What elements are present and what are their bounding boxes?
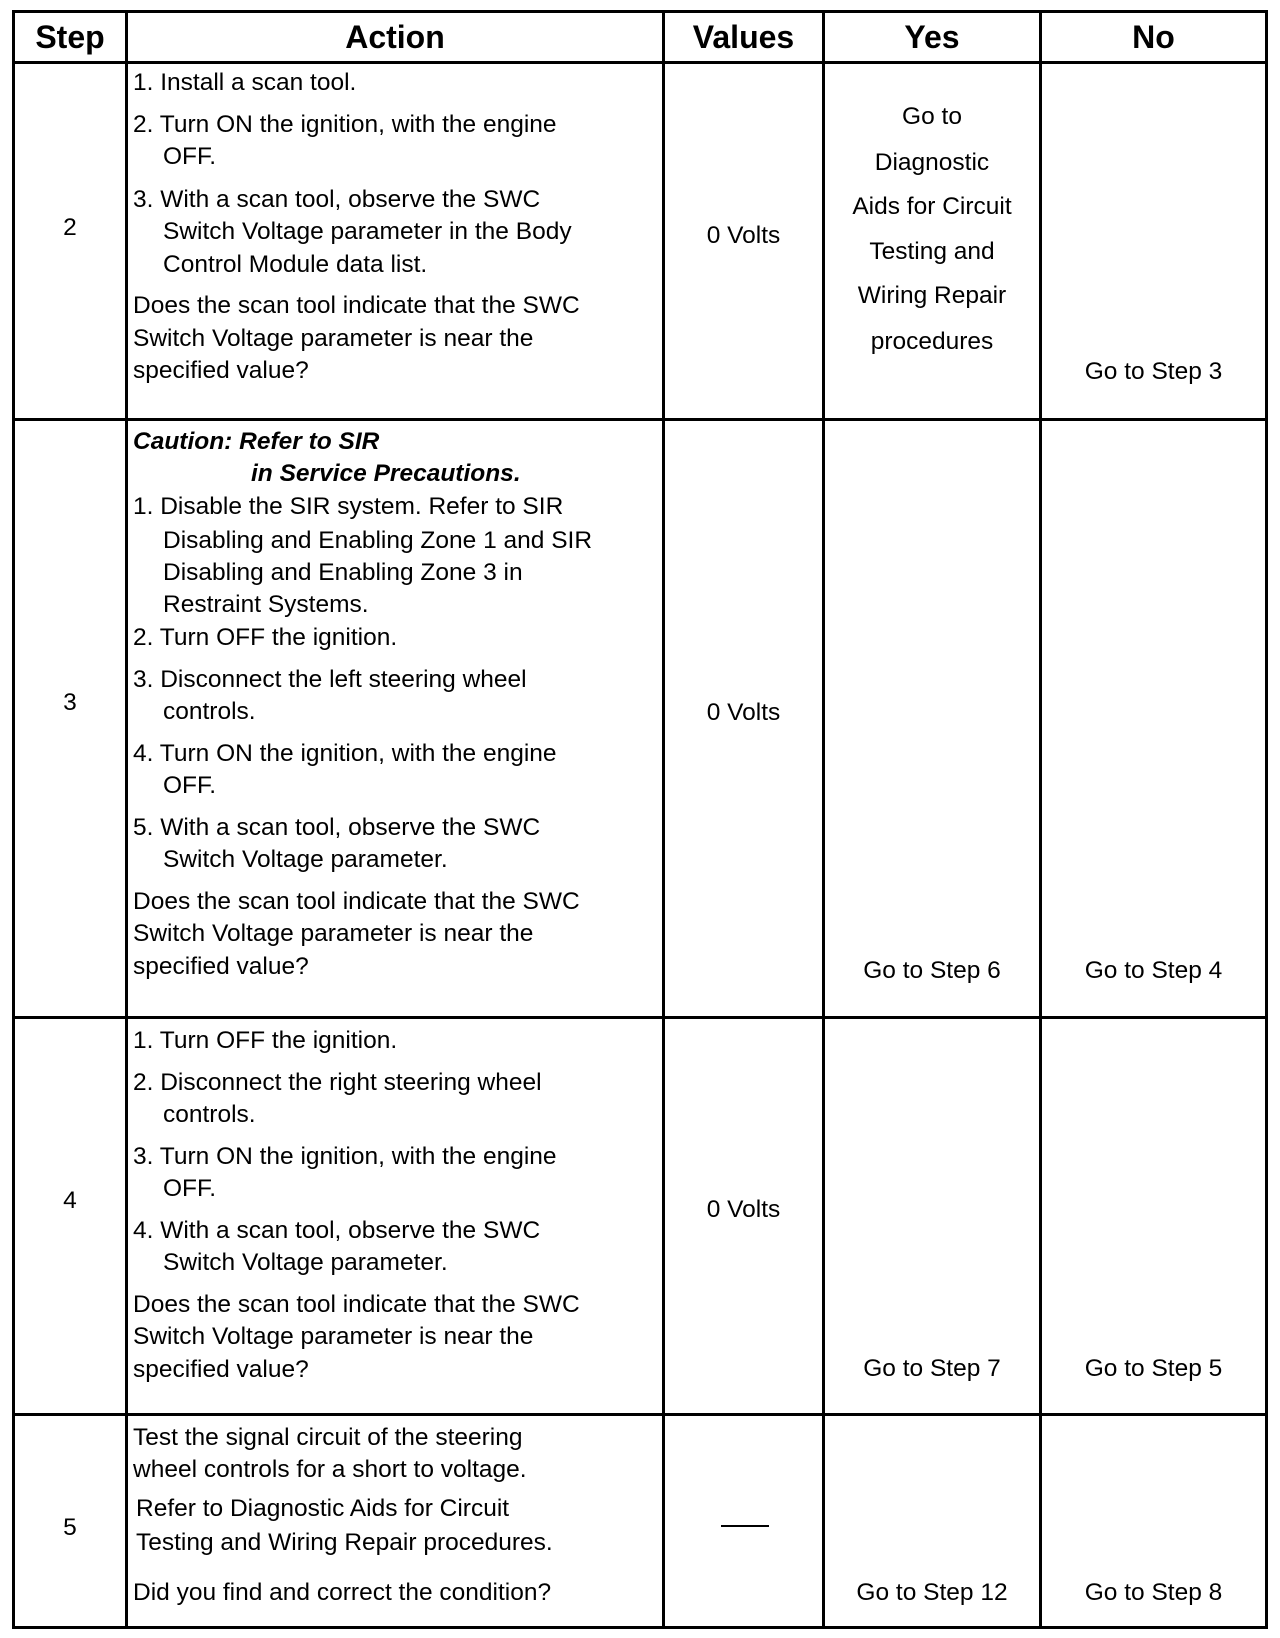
action-line: Switch Voltage parameter is near the <box>133 1323 534 1350</box>
row-divider <box>15 418 1265 421</box>
action-line: Restraint Systems. <box>163 591 369 618</box>
action-line: Did you find and correct the condition? <box>133 1579 552 1606</box>
action-line: 4. With a scan tool, observe the SWC <box>133 1217 541 1244</box>
action-line: Switch Voltage parameter in the Body <box>163 218 572 245</box>
yes-cell: Go to Step 6 <box>863 957 1001 984</box>
value-cell: 0 Volts <box>706 699 781 726</box>
column-divider <box>1039 13 1042 1626</box>
yes-cell-line: Testing and <box>869 238 995 265</box>
action-line: controls. <box>163 1101 256 1128</box>
step-number: 3 <box>63 689 77 716</box>
action-line: OFF. <box>163 772 217 799</box>
yes-cell-line: Wiring Repair <box>857 282 1007 309</box>
column-divider <box>125 13 128 1626</box>
no-cell: Go to Step 8 <box>1084 1579 1223 1606</box>
value-cell: 0 Volts <box>706 1196 781 1223</box>
action-line: 3. Turn ON the ignition, with the engine <box>133 1143 557 1170</box>
header-no: No <box>1132 19 1175 55</box>
action-line: 2. Disconnect the right steering wheel <box>133 1069 542 1096</box>
action-line: Testing and Wiring Repair procedures. <box>136 1529 553 1556</box>
action-line: wheel controls for a short to voltage. <box>133 1456 527 1483</box>
yes-cell-line: procedures <box>870 328 994 355</box>
action-line: 1. Install a scan tool. <box>133 69 357 96</box>
action-line: Disabling and Enabling Zone 3 in <box>163 559 523 586</box>
action-line: Switch Voltage parameter is near the <box>133 920 534 947</box>
step-number: 2 <box>63 214 77 241</box>
action-line: 3. With a scan tool, observe the SWC <box>133 186 541 213</box>
no-cell: Go to Step 3 <box>1084 358 1223 385</box>
caution-line: in Service Precautions. <box>251 460 521 487</box>
header-values: Values <box>692 19 795 55</box>
yes-cell-line: Diagnostic <box>874 149 990 176</box>
action-line: Switch Voltage parameter. <box>163 1249 448 1276</box>
action-line: Does the scan tool indicate that the SWC <box>133 888 580 915</box>
row-divider <box>15 1413 1265 1416</box>
action-line: Does the scan tool indicate that the SWC <box>133 292 580 319</box>
no-cell: Go to Step 4 <box>1084 957 1223 984</box>
value-cell: 0 Volts <box>706 222 781 249</box>
yes-cell: Go to Step 7 <box>863 1355 1001 1382</box>
action-line: Does the scan tool indicate that the SWC <box>133 1291 580 1318</box>
diagnostic-table <box>12 10 1268 1629</box>
action-line: specified value? <box>133 1356 309 1383</box>
step-number: 5 <box>63 1514 77 1541</box>
action-line: 2. Turn OFF the ignition. <box>133 624 398 651</box>
action-line: Switch Voltage parameter is near the <box>133 325 534 352</box>
action-line: 4. Turn ON the ignition, with the engine <box>133 740 557 767</box>
row-divider <box>15 1016 1265 1019</box>
step-number: 4 <box>63 1187 77 1214</box>
header-step: Step <box>35 19 105 55</box>
action-line: 5. With a scan tool, observe the SWC <box>133 814 541 841</box>
action-line: 2. Turn ON the ignition, with the engine <box>133 111 557 138</box>
yes-cell-line: Aids for Circuit <box>852 193 1012 220</box>
action-line: 1. Disable the SIR system. Refer to SIR <box>133 493 564 520</box>
no-cell: Go to Step 5 <box>1084 1355 1223 1382</box>
yes-cell: Go to Step 12 <box>856 1579 1008 1606</box>
action-line: controls. <box>163 698 256 725</box>
action-line: specified value? <box>133 357 309 384</box>
action-line: Disabling and Enabling Zone 1 and SIR <box>163 527 593 554</box>
action-line: specified value? <box>133 953 309 980</box>
value-dash <box>721 1525 769 1527</box>
action-line: Refer to Diagnostic Aids for Circuit <box>136 1495 510 1522</box>
column-divider <box>662 13 665 1626</box>
yes-cell-line: Go to <box>902 103 962 130</box>
header-action: Action <box>345 19 445 55</box>
row-divider <box>15 61 1265 64</box>
action-line: OFF. <box>163 143 217 170</box>
action-line: OFF. <box>163 1175 217 1202</box>
caution-line: Caution: Refer to SIR <box>133 428 380 455</box>
action-line: Control Module data list. <box>163 251 428 278</box>
action-line: 3. Disconnect the left steering wheel <box>133 666 527 693</box>
action-line: 1. Turn OFF the ignition. <box>133 1027 398 1054</box>
action-line: Test the signal circuit of the steering <box>133 1424 523 1451</box>
header-yes: Yes <box>904 19 960 55</box>
action-line: Switch Voltage parameter. <box>163 846 448 873</box>
